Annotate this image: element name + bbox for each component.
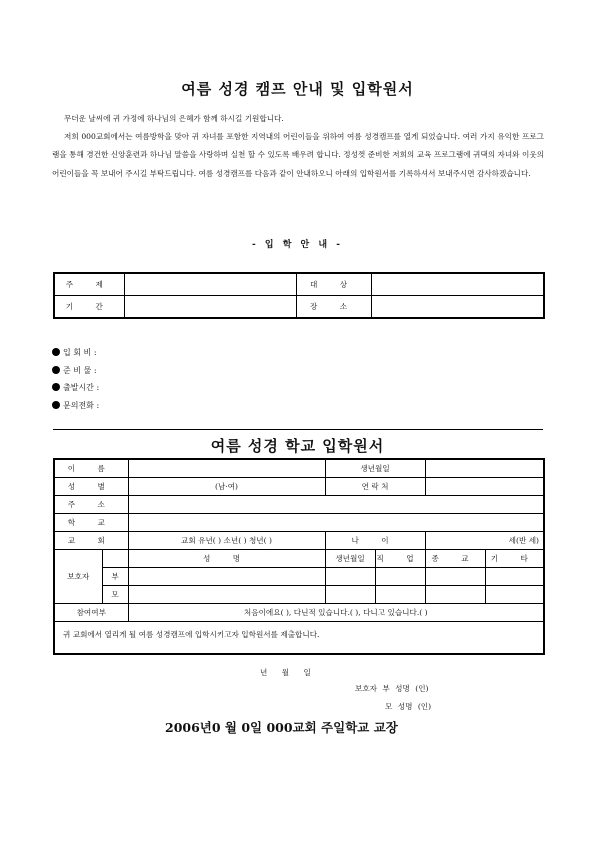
church-label: 교 회: [54, 532, 128, 550]
mother-etc-field[interactable]: [485, 586, 544, 604]
info-item-supplies: 준 비 물 :: [52, 362, 99, 380]
gender-label: 성 별: [54, 478, 128, 496]
contact-field[interactable]: [425, 478, 544, 496]
mother-religion-field[interactable]: [425, 586, 485, 604]
page-title: 여름 성경 캠프 안내 및 입학원서: [181, 80, 414, 98]
period-field[interactable]: [124, 296, 296, 319]
name-label: 이 름: [54, 459, 128, 478]
mother-name-field[interactable]: [128, 586, 325, 604]
place-field[interactable]: [371, 296, 544, 319]
info-item-contact: 문의전화 :: [52, 397, 99, 415]
mother-job-field[interactable]: [375, 586, 425, 604]
contact-label: 연 락 처: [325, 478, 425, 496]
father-sign-line: 보호자 부 성명 (인): [355, 684, 429, 693]
declaration-box: [54, 622, 544, 735]
bullet-icon: [52, 401, 60, 409]
g-job-header: 직 업: [375, 550, 425, 568]
info-list: [52, 344, 99, 414]
g-name-header: 성 명: [128, 550, 325, 568]
participation-label: 참여여부: [54, 604, 128, 622]
father-label: 부: [102, 568, 128, 586]
divider: [53, 429, 543, 430]
age-field[interactable]: 세(반 세): [425, 532, 544, 550]
father-name-field[interactable]: [128, 568, 325, 586]
date-line: 년 월 일: [260, 668, 317, 677]
father-religion-field[interactable]: [425, 568, 485, 586]
subject-field[interactable]: [124, 273, 296, 296]
guide-table: [53, 272, 545, 319]
address-field[interactable]: [128, 496, 544, 514]
address-label: 주 소: [54, 496, 128, 514]
place-label: 장 소: [296, 296, 371, 319]
form-title: 여름 성경 학교 입학원서: [210, 437, 385, 455]
info-item-fee: 입 회 비 :: [52, 344, 99, 362]
final-signature: 2006년0 월 0일 000교회 주일학교 교장: [165, 720, 398, 735]
father-etc-field[interactable]: [485, 568, 544, 586]
target-field[interactable]: [371, 273, 544, 296]
guardian-label: 보호자: [54, 550, 102, 604]
application-form: [53, 458, 545, 735]
birth-label: 생년월일: [325, 459, 425, 478]
period-label: 기 간: [54, 296, 124, 319]
declaration-text: 귀 교회에서 열리게 될 여름 성경캠프에 입학시키고자 입학원서를 제출합니다.: [63, 630, 320, 639]
school-label: 학 교: [54, 514, 128, 532]
intro-paragraph-1: 무더운 날씨에 귀 가정에 하나님의 은혜가 함께 하시길 기원합니다.: [64, 114, 284, 123]
mother-sign-line: 모 성명 (인): [385, 702, 432, 711]
bullet-icon: [52, 366, 60, 374]
father-job-field[interactable]: [375, 568, 425, 586]
participation-field[interactable]: 처음이에요( ), 다닌적 있습니다.( ), 다니고 있습니다.( ): [128, 604, 544, 622]
mother-label: 모: [102, 586, 128, 604]
bullet-icon: [52, 383, 60, 391]
subject-label: 주 제: [54, 273, 124, 296]
gender-field[interactable]: (남·여): [128, 478, 325, 496]
mother-birth-field[interactable]: [325, 586, 375, 604]
intro-text: [52, 110, 544, 183]
target-label: 대 상: [296, 273, 371, 296]
intro-paragraph-2: 저희 000교회에서는 여름방학을 맞아 귀 자녀를 포함한 지역내의 어린이들을 위하여 여름 성경캠프를 열게 되었습니다. 여러 가지 유익한 프로그램을 통해 경건한 신앙훈련과 하나님 말씀을 사랑하며 실천 할 수 있도록 배우려 합니다. 정성껏 준비한 저희의 교육 프로그램에 귀댁의 자녀와 이웃의 어린이들을 꼭 보내어 주시길 부탁드립니다. 여름 성경캠프를 다음과 같이 안내하오니 아래의 입학원서를 기록하셔서 보내주시면 감사하겠습니다.: [52, 132, 544, 178]
g-etc-header: 기 타: [485, 550, 544, 568]
age-label: 나 이: [325, 532, 425, 550]
g-birth-header: 생년월일: [325, 550, 375, 568]
section-title: - 입 학 안 내 -: [252, 240, 343, 250]
name-field[interactable]: [128, 459, 325, 478]
info-item-departure: 출발시간 :: [52, 379, 99, 397]
birth-field[interactable]: [425, 459, 544, 478]
father-birth-field[interactable]: [325, 568, 375, 586]
g-religion-header: 종 교: [425, 550, 485, 568]
bullet-icon: [52, 348, 60, 356]
school-field[interactable]: [128, 514, 544, 532]
church-field[interactable]: 교회 유년( ) 소년( ) 청년( ): [128, 532, 325, 550]
